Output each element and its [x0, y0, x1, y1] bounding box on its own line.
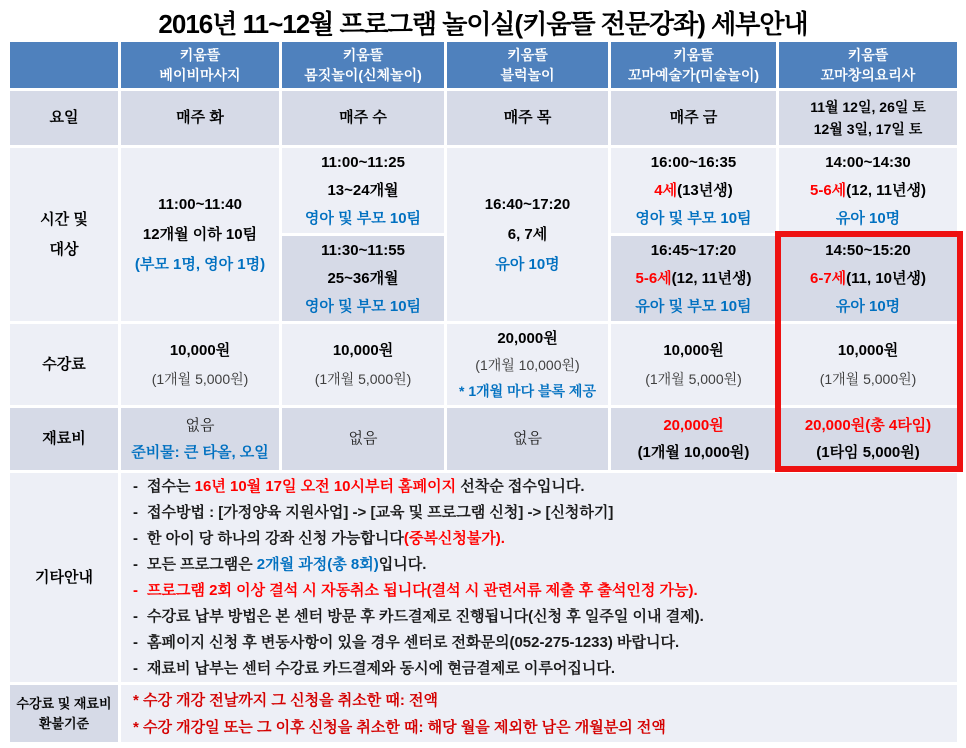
row-label-line: 수강료 및 재료비 [16, 695, 112, 711]
schedule-body-play-1 [282, 148, 444, 233]
fee-sub: (1개월 5,000원) [314, 370, 412, 387]
dash-bullet: - [133, 555, 138, 573]
row-label-schedule [10, 148, 118, 321]
fee-little-chef [779, 324, 957, 405]
corner-cell [10, 42, 118, 88]
fee-sub: (1개월 5,000원) [645, 370, 742, 387]
program-table [10, 42, 957, 742]
fee-main: 10,000원 [837, 341, 899, 359]
schedule-capacity: 영아 및 부모 10팀 [304, 297, 422, 315]
program-grid [10, 42, 957, 742]
note-highlight: 프로그램 2회 이상 결석 시 자동취소 됩니다(결석 시 관련서류 제출 후 출석인정 가능). [147, 581, 698, 599]
note-highlight: (중복신청불가). [403, 529, 505, 547]
note-item [133, 526, 505, 552]
fee-main: 10,000원 [663, 341, 724, 359]
material-body-play [282, 408, 444, 470]
material-little-artist [611, 408, 776, 470]
note-item [133, 604, 704, 630]
schedule-block-play [447, 148, 608, 321]
schedule-time: 16:00~16:35 [650, 153, 737, 171]
fee-sub: (1개월 5,000원) [819, 370, 917, 387]
note-text: 재료비 납부는 센터 수강료 카드결제와 동시에 현금결제로 이루어집니다. [147, 659, 616, 677]
material-little-chef [779, 408, 957, 470]
day-block-play: 매주 목 [447, 91, 608, 145]
col-header-line: 꼬마예술가(미술놀이) [627, 67, 760, 83]
schedule-age-highlight: 5-6세 [635, 269, 672, 287]
schedule-age-highlight: 4세 [654, 181, 678, 199]
schedule-time: 14:00~14:30 [825, 153, 911, 171]
material-note: 준비물: 큰 타올, 오일 [131, 444, 269, 461]
schedule-time: 14:50~15:20 [825, 241, 911, 259]
col-header-line: 키움뜰 [342, 47, 384, 63]
note-text: 선착순 접수입니다. [456, 477, 585, 495]
col-header-block-play [447, 42, 608, 88]
row-label-line: 대상 [49, 240, 79, 258]
schedule-note: (부모 1명, 영아 1명) [134, 255, 266, 273]
col-header-little-artist [611, 42, 776, 88]
material-block-play [447, 408, 608, 470]
schedule-target: 12개월 이하 10팀 [142, 225, 258, 243]
day-little-chef [779, 91, 957, 145]
note-item [133, 578, 698, 604]
col-header-line: 베이비마사지 [159, 67, 241, 83]
schedule-age [810, 177, 926, 205]
note-text: 수강료 납부 방법은 본 센터 방문 후 카드결제로 진행됩니다(신청 후 일주일 이내 결제). [147, 607, 704, 625]
dash-bullet: - [133, 503, 138, 521]
schedule-capacity: 영아 및 부모 10팀 [635, 209, 752, 227]
schedule-baby-massage [121, 148, 279, 321]
schedule-time: 11:00~11:40 [158, 195, 242, 213]
row-label-day: 요일 [10, 91, 118, 145]
schedule-little-artist-1 [611, 148, 776, 233]
material-main: 20,000원(총 4타임) [804, 417, 932, 434]
material-baby-massage [121, 408, 279, 470]
day-line: 12월 3일, 17일 토 [813, 121, 923, 137]
schedule-body-play-2 [282, 236, 444, 321]
row-label-material: 재료비 [10, 408, 118, 470]
fee-block-play [447, 324, 608, 405]
schedule-time: 11:00~11:25 [321, 153, 405, 171]
fee-body-play [282, 324, 444, 405]
schedule-little-chef-1 [779, 148, 957, 233]
refund-content [121, 685, 957, 742]
schedule-age-rest: (13년생) [677, 181, 733, 199]
fee-baby-massage [121, 324, 279, 405]
col-header-body-play [282, 42, 444, 88]
refund-item: * 수강 개강 전날까지 그 신청을 취소한 때: 전액 [133, 691, 438, 709]
schedule-capacity: 유아 10명 [495, 255, 560, 273]
material-sub: (1개월 10,000원) [637, 444, 750, 461]
col-header-line: 몸짓놀이(신체놀이) [304, 67, 422, 83]
fee-main: 10,000원 [332, 341, 394, 359]
dash-bullet: - [133, 633, 138, 651]
note-text: 모든 프로그램은 [147, 555, 257, 573]
note-highlight: 2개월 과정(총 8회) [256, 555, 379, 573]
schedule-time: 16:40~17:20 [484, 195, 571, 213]
row-label-line: 시간 및 [40, 210, 88, 228]
schedule-age-rest: (11, 10년생) [846, 269, 927, 287]
note-item [133, 630, 679, 656]
col-header-line: 키움뜰 [673, 47, 714, 63]
note-highlight: 16년 10월 17일 오전 10시부터 홈페이지 [194, 477, 457, 495]
fee-little-artist [611, 324, 776, 405]
schedule-age-rest: (12, 11년생) [846, 181, 927, 199]
note-text: 접수는 [147, 477, 195, 495]
row-label-notes: 기타안내 [10, 473, 118, 682]
page-title: 2016년 11~12월 프로그램 놀이실(키움뜰 전문강좌) 세부안내 [158, 9, 808, 39]
schedule-age [654, 177, 733, 205]
material-main: 없음 [185, 417, 215, 434]
note-text: 입니다. [378, 555, 427, 573]
day-baby-massage: 매주 화 [121, 91, 279, 145]
schedule-capacity: 유아 및 부모 10팀 [635, 297, 752, 315]
note-text: 한 아이 당 하나의 강좌 신청 가능합니다 [147, 529, 404, 547]
schedule-time: 11:30~11:55 [321, 241, 405, 259]
notes-content [121, 473, 957, 682]
schedule-age-highlight: 5-6세 [809, 181, 847, 199]
fee-main: 20,000원 [497, 329, 558, 347]
row-label-line: 환불기준 [38, 715, 90, 731]
note-item [133, 552, 426, 578]
fee-note: * 1개월 마다 블록 제공 [459, 382, 596, 399]
schedule-age: 13~24개월 [327, 181, 399, 199]
material-main: 20,000원 [663, 417, 724, 434]
schedule-capacity: 영아 및 부모 10팀 [304, 209, 422, 227]
col-header-line: 키움뜰 [179, 47, 221, 63]
col-header-little-chef [779, 42, 957, 88]
schedule-age: 6, 7세 [507, 225, 548, 243]
schedule-capacity: 유아 10명 [835, 209, 901, 227]
schedule-time: 16:45~17:20 [650, 241, 737, 259]
dash-bullet: - [133, 607, 138, 625]
schedule-little-artist-2 [611, 236, 776, 321]
material-sub: (1타임 5,000원) [816, 444, 920, 461]
col-header-line: 키움뜰 [507, 47, 548, 63]
dash-bullet: - [133, 529, 138, 547]
dash-bullet: - [133, 477, 138, 495]
schedule-little-chef-2 [779, 236, 957, 321]
col-header-line: 키움뜰 [847, 47, 889, 63]
note-text: 홈페이지 신청 후 변동사항이 있을 경우 센터로 전화문의(052-275-1233) 바랍니다. [147, 633, 680, 651]
dash-bullet: - [133, 659, 138, 677]
schedule-capacity: 유아 10명 [835, 297, 901, 315]
row-label-refund [10, 685, 118, 742]
col-header-baby-massage [121, 42, 279, 88]
fee-sub: (1개월 10,000원) [475, 356, 580, 373]
note-item [133, 500, 613, 526]
refund-item: * 수강 개강일 또는 그 이후 신청을 취소한 때: 해당 월을 제외한 남은 개월분의 전액 [133, 718, 666, 736]
dash-bullet: - [133, 581, 138, 599]
day-little-artist: 매주 금 [611, 91, 776, 145]
material-main: 없음 [348, 430, 378, 447]
schedule-age: 25~36개월 [327, 269, 399, 287]
fee-main: 10,000원 [169, 341, 231, 359]
schedule-age-rest: (12, 11년생) [671, 269, 752, 287]
material-main: 없음 [513, 430, 542, 447]
col-header-line: 블럭놀이 [500, 67, 555, 83]
schedule-age [810, 265, 926, 293]
note-text: 접수방법 : [가정양육 지원사업] -> [교육 및 프로그램 신청] -> [신청하기] [147, 503, 614, 521]
note-item [133, 474, 585, 500]
col-header-line: 꼬마창의요리사 [820, 67, 916, 83]
fee-sub: (1개월 5,000원) [151, 370, 249, 387]
note-item [133, 656, 615, 682]
day-body-play: 매주 수 [282, 91, 444, 145]
row-label-fee: 수강료 [10, 324, 118, 405]
schedule-age [635, 265, 751, 293]
schedule-age-highlight: 6-7세 [809, 269, 847, 287]
day-line: 11월 12일, 26일 토 [810, 99, 926, 115]
